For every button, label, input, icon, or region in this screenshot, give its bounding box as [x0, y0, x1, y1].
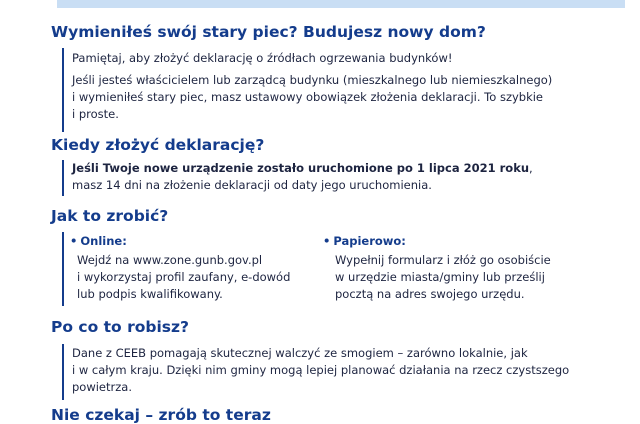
deadline-line-1: [72, 160, 533, 177]
section-rule: [62, 344, 64, 400]
deadline-comma: ,: [529, 161, 533, 175]
obligation-line: Jeśli jesteś właścicielem lub zarządcą budynku (mieszkalnego lub niemieszkalnego): [72, 73, 553, 87]
section-heading-why: Po co to robisz?: [51, 318, 190, 336]
online-line: Wejdź na www.zone.gunb.gov.pl: [77, 253, 263, 267]
deadline-paragraph: [72, 160, 533, 194]
option-paper-text: [335, 252, 551, 303]
deadline-line-2: masz 14 dni na złożenie deklaracji od daty jego uruchomienia.: [72, 178, 432, 192]
option-online-heading: [70, 234, 127, 248]
option-online-text: [77, 252, 290, 303]
section-heading-replaced-stove: Wymieniłeś swój stary piec? Budujesz nowy dom?: [51, 23, 486, 41]
reminder-line: Pamiętaj, aby złożyć deklarację o źródłach ogrzewania budynków!: [72, 51, 453, 65]
deadline-condition: Jeśli Twoje nowe urządzenie zostało uruchomione po 1 lipca 2021 roku: [72, 161, 530, 175]
obligation-line: i proste.: [72, 107, 119, 121]
section-heading-how: Jak to zrobić?: [51, 207, 169, 225]
reminder-text: [72, 50, 453, 67]
paper-line: Wypełnij formularz i złóż go osobiście: [335, 253, 551, 267]
obligation-paragraph: [72, 72, 552, 123]
top-info-band: [57, 0, 625, 8]
purpose-paragraph: [72, 345, 569, 396]
paper-line: w urzędzie miasta/gminy lub prześlij: [335, 270, 545, 284]
obligation-line: i wymieniłeś stary piec, masz ustawowy obowiązek złożenia deklaracji. To szybkie: [72, 90, 544, 104]
online-line: lub podpis kwalifikowany.: [77, 287, 223, 301]
online-line: i wykorzystaj profil zaufany, e-dowód: [77, 270, 291, 284]
purpose-line: powietrza.: [72, 380, 132, 394]
bullet-icon: •: [323, 234, 331, 248]
section-rule: [62, 232, 64, 306]
purpose-line: Dane z CEEB pomagają skutecznej walczyć ze smogiem – zarówno lokalnie, jak: [72, 346, 528, 360]
section-rule: [62, 160, 64, 196]
section-heading-when: Kiedy złożyć deklarację?: [51, 136, 265, 154]
bullet-icon: •: [70, 234, 78, 248]
paper-line: pocztą na adres swojego urzędu.: [335, 287, 525, 301]
section-rule: [62, 48, 64, 132]
option-online-label: Online:: [80, 234, 127, 248]
purpose-line: i w całym kraju. Dzięki nim gminy mogą lepiej planować działania na rzecz czystszego: [72, 363, 570, 377]
option-paper-heading: [323, 234, 406, 248]
option-paper-label: Papierowo:: [333, 234, 406, 248]
section-heading-act-now: Nie czekaj – zrób to teraz: [51, 406, 271, 424]
